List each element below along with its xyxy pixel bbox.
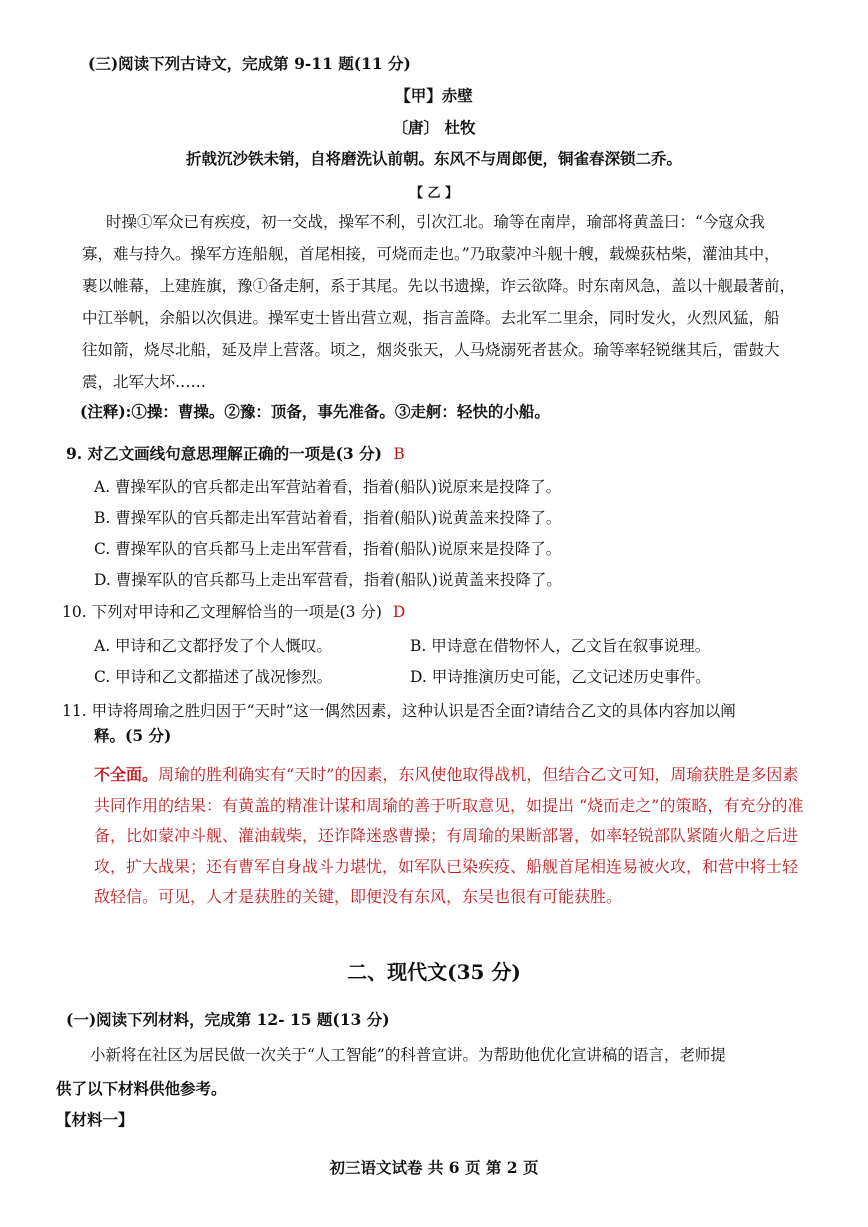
passage-line: 时操①军众已有疾疫，初一交战，操军不利，引次江北。瑜等在南岸，瑜部将黄盖曰：“今寇众我 bbox=[106, 213, 765, 231]
question-9-option: B. 曹操军队的官兵都走出军营站着看，指着(船队)说黄盖来投降了。 bbox=[94, 509, 562, 527]
question-10-option: B. 甲诗意在借物怀人，乙文旨在叙事说理。 bbox=[410, 637, 711, 655]
passage-line: 震，北军大坏…… bbox=[82, 373, 207, 391]
poem-title: 【甲】赤壁 bbox=[395, 86, 473, 105]
question-11-stem-line: 释。(5 分) bbox=[94, 726, 172, 745]
poem-text: 折戟沉沙铁未销，自将磨洗认前朝。东风不与周郎便，铜雀春深锁二乔。 bbox=[185, 149, 682, 168]
passage-line: 中江举帆，余船以次俱进。操军吏士皆出营立观，指言盖降。去北军二里余，同时发火，火烈风猛，船 bbox=[82, 309, 780, 327]
question-9-stem bbox=[66, 444, 405, 464]
question-9-option: C. 曹操军队的官兵都马上走出军营看，指着(船队)说原来是投降了。 bbox=[94, 540, 562, 558]
answer-verdict: 不全面。 bbox=[94, 765, 159, 784]
page-footer: 初三语文试卷 共 6 页 第 2 页 bbox=[329, 1158, 539, 1177]
poem-author: 〔唐〕 杜牧 bbox=[392, 118, 476, 137]
intro-line: 供了以下材料供他参考。 bbox=[56, 1079, 227, 1098]
question-10-option: C. 甲诗和乙文都描述了战况惨烈。 bbox=[94, 668, 333, 686]
passage-line: 寡，难与持久。操军方连船舰，首尾相接，可烧而走也。”乃取蒙冲斗舰十艘，载燥荻枯柴，灌油其中， bbox=[82, 245, 780, 263]
question-10-answer: D bbox=[392, 603, 406, 621]
question-11-answer bbox=[94, 760, 812, 913]
question-9-answer: B bbox=[393, 445, 405, 463]
question-9-option: A. 曹操军队的官兵都走出军营站着看，指着(船队)说原来是投降了。 bbox=[94, 478, 562, 496]
question-10-option: A. 甲诗和乙文都抒发了个人慨叹。 bbox=[94, 637, 333, 655]
question-10-stem bbox=[62, 602, 405, 622]
material-label: 【材料一】 bbox=[56, 1110, 134, 1129]
passage-line: 往如箭，烧尽北船，延及岸上营落。顷之，烟炎张天，人马烧溺死者甚众。瑜等率轻锐继其后，雷鼓大 bbox=[82, 341, 780, 359]
section-heading: (三)阅读下列古诗文，完成第 9-11 题(11 分) bbox=[88, 54, 411, 73]
intro-line: 小新将在社区为居民做一次关于“人工智能”的科普宣讲。为帮助他优化宣讲稿的语言，老师提 bbox=[90, 1046, 726, 1064]
question-9-text: 9. 对乙文画线句意思理解正确的一项是(3 分) bbox=[66, 444, 382, 463]
question-11-stem-line: 11. 甲诗将周瑜之胜归因于“天时”这一偶然因素，这种认识是否全面?请结合乙文的具体内容加以阐 bbox=[62, 702, 736, 720]
answer-body: 周瑜的胜利确实有“天时”的因素，东风使他取得战机，但结合乙文可知，周瑜获胜是多因素共同作用的结果：有黄盖的精准计谋和周瑜的善于听取意见，如提出 “烧而走之”的策略，有充分的准备，比如蒙冲斗舰、灌油载柴，还诈降迷惑曹操；有周瑜的果断部署，如率轻锐部队紧随火船之后进攻，扩大战果；还有曹军自身战斗力堪忧，如军队已染疾疫、船舰首尾相连易被火攻，和营中将士轻敌轻信。可见，人才是获胜的关键，即便没有东风，东吴也很有可能获胜。 bbox=[94, 765, 804, 906]
question-10-option: D. 甲诗推演历史可能，乙文记述历史事件。 bbox=[410, 668, 711, 686]
part-title: 二、现代文(35 分) bbox=[347, 960, 521, 984]
subsection-heading: (一)阅读下列材料，完成第 12- 15 题(13 分) bbox=[66, 1010, 390, 1029]
passage-label: 【 乙 】 bbox=[409, 186, 459, 201]
question-10-text: 10. 下列对甲诗和乙文理解恰当的一项是(3 分) bbox=[62, 603, 382, 621]
annotation-notes: (注释):①操：曹操。②豫：顶备，事先准备。③走舸：轻快的小船。 bbox=[80, 402, 550, 421]
passage-line: 裹以帷幕，上建旌旗，豫①备走舸，系于其尾。先以书遗操，诈云欲降。时东南风急，盖以十舰最著前， bbox=[82, 277, 796, 295]
question-9-option: D. 曹操军队的官兵都马上走出军营看，指着(船队)说黄盖来投降了。 bbox=[94, 571, 562, 589]
